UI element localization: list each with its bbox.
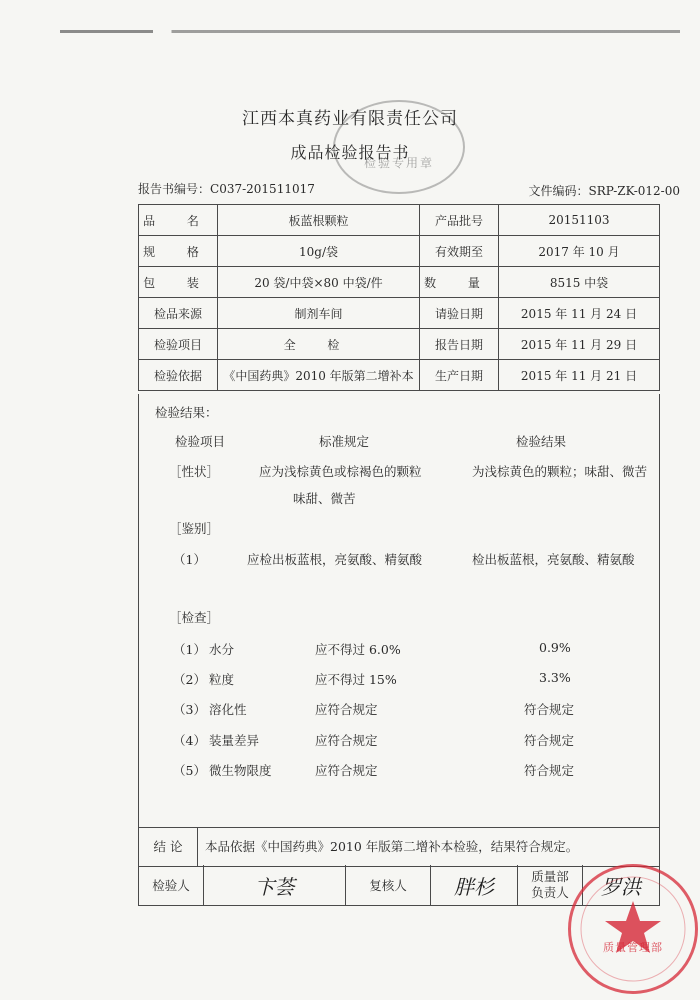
production-date-value: 2015 年 11 月 21 日 (499, 360, 660, 391)
check-standard: 应符合规定 (315, 733, 378, 748)
inspection-label: ［检查］ (169, 610, 220, 625)
basis-label: 检验依据 (139, 360, 218, 391)
results-heading: 检验结果： (155, 405, 218, 420)
package-value: 20 袋/中袋×80 中袋/件 (218, 267, 420, 298)
check-item: 装量差异 (209, 733, 260, 748)
table-row (139, 205, 660, 236)
request-date-label: 请验日期 (420, 298, 499, 329)
production-date-label: 生产日期 (420, 360, 499, 391)
inspector-signature (204, 865, 346, 905)
inspector-signature-text: 卞荟 (254, 874, 295, 899)
check-number: （5） (173, 763, 206, 778)
reviewer-label: 复核人 (346, 865, 431, 905)
product-info-table (138, 204, 660, 391)
company-name: 江西本真药业有限责任公司 (242, 109, 458, 129)
conclusion-text: 本品依据《中国药典》2010 年版第二增补本检验，结果符合规定。 (205, 839, 579, 854)
check-standard: 应符合规定 (315, 763, 378, 778)
batch-value: 20151103 (499, 205, 660, 236)
report-number-label: 报告书编号： (138, 182, 211, 196)
package-label: 包 装 (139, 267, 218, 298)
check-number: （1） (173, 642, 206, 657)
conclusion-label: 结 论 (139, 828, 198, 866)
column-header-standard: 标准规定 (319, 434, 370, 449)
column-header-item: 检验项目 (175, 434, 226, 449)
reviewer-signature-text: 胖杉 (454, 874, 494, 899)
source-value: 制剂车间 (218, 298, 420, 329)
report-number-value: C037-201511017 (210, 182, 315, 196)
inspection-stamp-text: 检验专用章 (363, 156, 434, 170)
check-result: 3.3% (539, 670, 571, 685)
check-item: 溶化性 (209, 702, 247, 717)
file-number (529, 182, 680, 199)
request-date-value: 2015 年 11 月 24 日 (499, 298, 660, 329)
character-standard-continued: 味甜、微苦 (293, 491, 356, 506)
expiry-value: 2017 年 10 月 (499, 236, 660, 267)
check-result: 0.9% (539, 640, 571, 655)
file-number-label: 文件编码： (528, 184, 589, 198)
spec-value: 10g/袋 (218, 236, 420, 267)
inspection-items-label: 检验项目 (139, 329, 218, 360)
character-standard: 应为浅棕黄色或棕褐色的颗粒 (259, 464, 422, 479)
check-item: 粒度 (209, 672, 235, 687)
check-standard: 应不得过 15% (315, 672, 397, 687)
check-standard: 应符合规定 (315, 702, 378, 717)
table-row (139, 360, 660, 391)
qa-head-label-line2: 负责人 (531, 885, 569, 900)
check-standard: 应不得过 6.0% (315, 642, 401, 657)
report-date-label: 报告日期 (420, 329, 499, 360)
character-result: 为浅棕黄色的颗粒；味甜、微苦 (472, 464, 648, 479)
identification-label: ［鉴别］ (169, 521, 220, 536)
report-number (138, 180, 315, 197)
identification-result: 检出板蓝根，亮氨酸、精氨酸 (472, 552, 635, 567)
inspector-label: 检验人 (139, 865, 204, 905)
quality-dept-seal (568, 864, 698, 994)
inspection-items-value: 全 检 (218, 329, 420, 360)
product-name-value: 板蓝根颗粒 (218, 205, 420, 236)
check-result: 符合规定 (524, 763, 575, 778)
table-row (139, 267, 660, 298)
scan-edge-line (60, 30, 680, 33)
qa-head-label-line1: 质量部 (531, 869, 569, 884)
batch-label: 产品批号 (420, 205, 499, 236)
product-name-label: 品 名 (139, 205, 218, 236)
table-row (139, 236, 660, 267)
file-number-value: SRP-ZK-012-00 (588, 184, 680, 198)
check-number: （2） (173, 672, 206, 687)
basis-value: 《中国药典》2010 年版第二增补本 (218, 360, 420, 391)
table-row (139, 298, 660, 329)
conclusion-row (138, 827, 660, 867)
quantity-label: 数 量 (420, 267, 499, 298)
check-result: 符合规定 (524, 733, 575, 748)
spec-label: 规 格 (139, 236, 218, 267)
table-row (139, 329, 660, 360)
check-item: 水分 (209, 642, 235, 657)
quantity-value: 8515 中袋 (499, 267, 660, 298)
qa-head-signature-text: 罗洪 (601, 874, 641, 899)
identification-number: （1） (173, 552, 206, 567)
expiry-label: 有效期至 (420, 236, 499, 267)
check-item: 微生物限度 (209, 763, 272, 778)
identification-standard: 应检出板蓝根，亮氨酸、精氨酸 (247, 552, 423, 567)
check-number: （4） (173, 733, 206, 748)
results-section (138, 394, 660, 828)
reviewer-signature (431, 865, 518, 905)
check-result: 符合规定 (524, 702, 575, 717)
character-label: ［性状］ (169, 464, 220, 479)
report-title: 成品检验报告书 (290, 143, 410, 162)
source-label: 检品来源 (139, 298, 218, 329)
check-number: （3） (173, 702, 206, 717)
seal-text: 质量管理部 (603, 941, 663, 954)
seal-star-icon (571, 867, 695, 991)
column-header-result: 检验结果 (516, 434, 567, 449)
report-date-value: 2015 年 11 月 29 日 (499, 329, 660, 360)
